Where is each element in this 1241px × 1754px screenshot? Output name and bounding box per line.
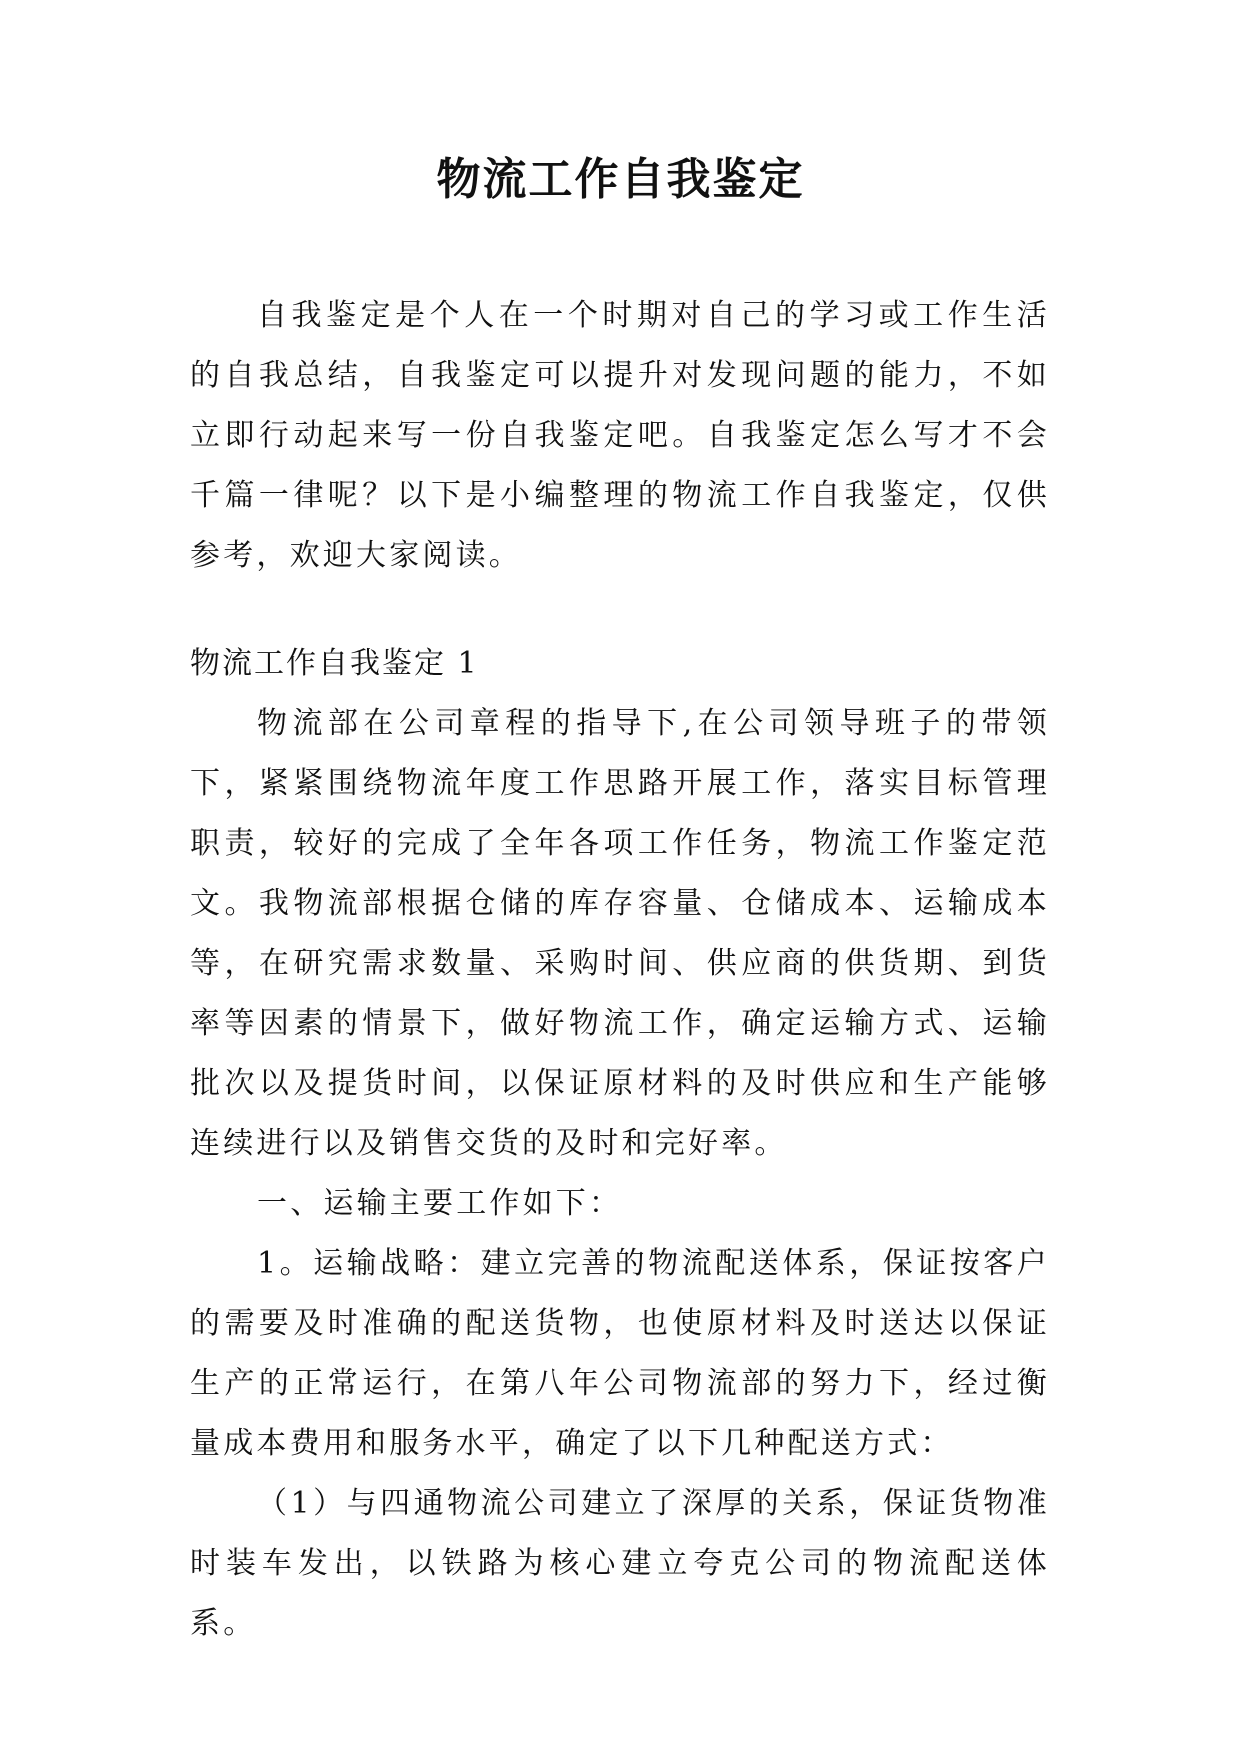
section-heading: 物流工作自我鉴定 1 (190, 646, 479, 681)
body-paragraph: 一、运输主要工作如下： (257, 1186, 623, 1221)
intro-block (190, 286, 1050, 586)
body-paragraph: 1。运输战略：建立完善的物流配送体系，保证按客户的需要及时准确的配送货物，也使原材料及时送达以保证生产的正常运行，在第八年公司物流部的努力下，经过衡量成本费用和服务水平，确定了以下几种配送方式： (190, 1246, 1050, 1461)
body-paragraph: 物流部在公司章程的指导下,在公司领导班子的带领下，紧紧围绕物流年度工作思路开展工作，落实目标管理职责，较好的完成了全年各项工作任务，物流工作鉴定范文。我物流部根据仓储的库存容量、仓储成本、运输成本等，在研究需求数量、采购时间、供应商的供货期、到货率等因素的情景下，做好物流工作，确定运输方式、运输批次以及提货时间，以保证原材料的及时供应和生产能够连续进行以及销售交货的及时和完好率。 (190, 706, 1050, 1161)
body-paragraph: （1）与四通物流公司建立了深厚的关系，保证货物准时装车发出，以铁路为核心建立夸克公司的物流配送体系。 (190, 1486, 1050, 1641)
document-title: 物流工作自我鉴定 (436, 154, 805, 205)
intro-paragraph: 自我鉴定是个人在一个时期对自己的学习或工作生活的自我总结，自我鉴定可以提升对发现问题的能力，不如立即行动起来写一份自我鉴定吧。自我鉴定怎么写才不会千篇一律呢？以下是小编整理的物流工作自我鉴定，仅供参考，欢迎大家阅读。 (190, 298, 1050, 573)
section-body (190, 694, 1050, 1654)
